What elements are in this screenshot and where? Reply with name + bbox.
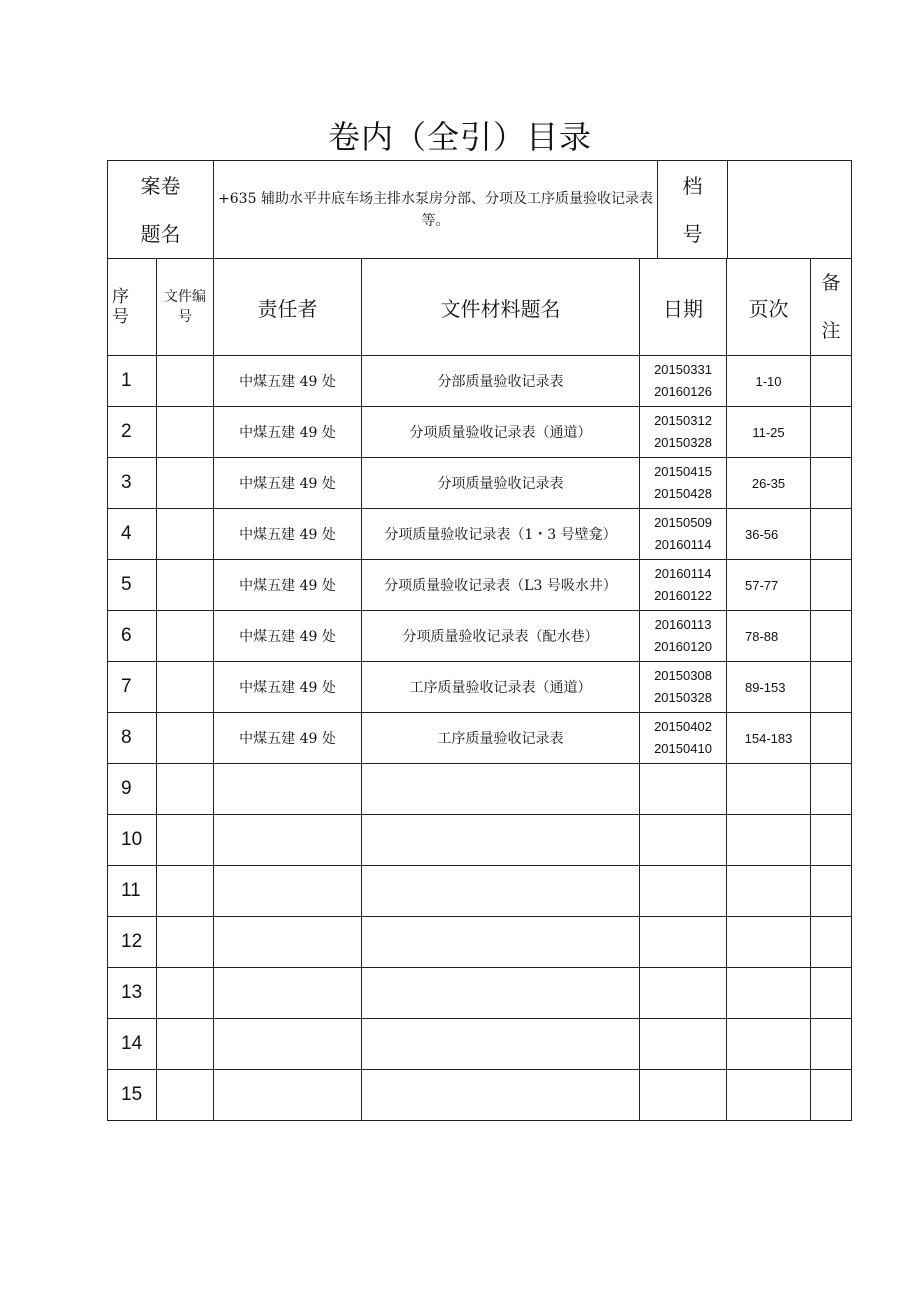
row-doc-no	[157, 1070, 214, 1121]
row-doc-no	[157, 509, 214, 560]
table-row	[108, 611, 852, 662]
row-responsible: 中煤五建 49 处	[214, 356, 362, 407]
row-date-end: 20150410	[654, 741, 712, 756]
row-date	[640, 509, 727, 560]
row-date	[640, 458, 727, 509]
row-title	[362, 1070, 640, 1121]
row-date-end: 20160122	[654, 588, 712, 603]
row-doc-no	[157, 968, 214, 1019]
row-date-end: 20150328	[654, 435, 712, 450]
col-header-doc-no-line1: 文件编	[164, 289, 206, 305]
row-seq: 1	[108, 356, 157, 407]
row-remarks	[811, 764, 852, 815]
row-title: 分项质量验收记录表（L3 号吸水井）	[362, 560, 640, 611]
row-seq: 5	[108, 560, 157, 611]
row-pages	[727, 764, 811, 815]
row-date	[640, 1070, 727, 1121]
row-seq: 11	[108, 866, 157, 917]
row-seq: 14	[108, 1019, 157, 1070]
row-title: 分项质量验收记录表（配水巷）	[362, 611, 640, 662]
row-responsible: 中煤五建 49 处	[214, 458, 362, 509]
archive-label-line2: 号	[682, 221, 703, 246]
col-header-pages: 页次	[727, 259, 811, 356]
row-doc-no	[157, 356, 214, 407]
row-title	[362, 917, 640, 968]
table-row	[108, 815, 852, 866]
row-date	[640, 1019, 727, 1070]
row-remarks	[811, 866, 852, 917]
row-doc-no	[157, 713, 214, 764]
row-responsible: 中煤五建 49 处	[214, 713, 362, 764]
row-remarks	[811, 713, 852, 764]
col-header-remarks	[811, 259, 852, 356]
row-pages	[727, 1070, 811, 1121]
table-row	[108, 866, 852, 917]
row-title	[362, 764, 640, 815]
col-header-remarks-line2: 注	[821, 320, 841, 342]
case-header-table	[107, 160, 852, 259]
row-responsible: 中煤五建 49 处	[214, 407, 362, 458]
table-body	[108, 356, 852, 1121]
table-row	[108, 509, 852, 560]
row-pages	[727, 1019, 811, 1070]
row-title	[362, 866, 640, 917]
row-responsible	[214, 764, 362, 815]
row-remarks	[811, 611, 852, 662]
row-responsible	[214, 1019, 362, 1070]
row-seq: 12	[108, 917, 157, 968]
row-remarks	[811, 356, 852, 407]
row-pages: 89-153	[727, 662, 811, 713]
row-date-end: 20160126	[654, 384, 712, 399]
row-pages	[727, 968, 811, 1019]
row-responsible	[214, 815, 362, 866]
row-doc-no	[157, 815, 214, 866]
row-title	[362, 1019, 640, 1070]
row-date-start: 20150402	[654, 719, 712, 734]
table-row	[108, 968, 852, 1019]
col-header-doc-title: 文件材料题名	[362, 259, 640, 356]
row-date-start: 20150308	[654, 668, 712, 683]
row-date-start: 20160114	[654, 566, 712, 581]
table-row	[108, 662, 852, 713]
row-seq: 9	[108, 764, 157, 815]
row-title: 分项质量验收记录表（1・3 号壁龛）	[362, 509, 640, 560]
col-header-date: 日期	[640, 259, 727, 356]
row-pages	[727, 866, 811, 917]
row-title: 分部质量验收记录表	[362, 356, 640, 407]
row-title: 工序质量验收记录表	[362, 713, 640, 764]
row-title: 分项质量验收记录表（通道）	[362, 407, 640, 458]
row-seq: 3	[108, 458, 157, 509]
row-doc-no	[157, 917, 214, 968]
col-header-remarks-line1: 备	[821, 272, 841, 294]
row-doc-no	[157, 560, 214, 611]
row-responsible: 中煤五建 49 处	[214, 560, 362, 611]
row-pages: 26-35	[727, 458, 811, 509]
table-row	[108, 458, 852, 509]
row-seq: 10	[108, 815, 157, 866]
row-title	[362, 815, 640, 866]
row-date-end: 20160114	[654, 537, 712, 552]
row-pages: 57-77	[727, 560, 811, 611]
row-doc-no	[157, 866, 214, 917]
row-title: 工序质量验收记录表（通道）	[362, 662, 640, 713]
row-date-start: 20150509	[654, 515, 712, 530]
row-responsible: 中煤五建 49 处	[214, 611, 362, 662]
row-seq: 6	[108, 611, 157, 662]
archive-label-line1: 档	[682, 173, 703, 198]
table-row	[108, 764, 852, 815]
row-date	[640, 764, 727, 815]
row-seq: 8	[108, 713, 157, 764]
row-remarks	[811, 917, 852, 968]
row-date	[640, 968, 727, 1019]
row-responsible	[214, 917, 362, 968]
subject-label-line2: 题名	[140, 221, 181, 246]
row-date	[640, 356, 727, 407]
table-row	[108, 713, 852, 764]
row-seq: 2	[108, 407, 157, 458]
row-responsible: 中煤五建 49 处	[214, 509, 362, 560]
row-remarks	[811, 1019, 852, 1070]
row-date-end: 20150328	[654, 690, 712, 705]
row-responsible: 中煤五建 49 处	[214, 662, 362, 713]
row-seq: 7	[108, 662, 157, 713]
row-seq: 15	[108, 1070, 157, 1121]
row-date	[640, 662, 727, 713]
row-date-start: 20150312	[654, 413, 712, 428]
table-row	[108, 560, 852, 611]
row-pages: 78-88	[727, 611, 811, 662]
row-remarks	[811, 1070, 852, 1121]
row-date	[640, 713, 727, 764]
row-remarks	[811, 407, 852, 458]
row-remarks	[811, 815, 852, 866]
col-header-doc-no-line2: 号	[178, 309, 192, 325]
table-row	[108, 356, 852, 407]
row-responsible	[214, 866, 362, 917]
row-date	[640, 917, 727, 968]
row-remarks	[811, 509, 852, 560]
archive-value	[728, 161, 852, 259]
col-header-seq-line2: 号	[112, 307, 129, 327]
row-responsible	[214, 968, 362, 1019]
row-date-end: 20150428	[654, 486, 712, 501]
row-pages	[727, 917, 811, 968]
row-remarks	[811, 560, 852, 611]
row-doc-no	[157, 662, 214, 713]
row-doc-no	[157, 764, 214, 815]
row-remarks	[811, 458, 852, 509]
row-responsible	[214, 1070, 362, 1121]
column-header-row	[108, 259, 852, 356]
row-doc-no	[157, 407, 214, 458]
row-date-end: 20160120	[654, 639, 712, 654]
col-header-seq	[108, 259, 157, 356]
row-doc-no	[157, 1019, 214, 1070]
row-seq: 4	[108, 509, 157, 560]
col-header-doc-no	[157, 259, 214, 356]
subject-label	[108, 161, 214, 259]
row-date	[640, 866, 727, 917]
row-pages: 154-183	[727, 713, 811, 764]
table-row	[108, 1070, 852, 1121]
row-date	[640, 815, 727, 866]
subject-label-line1: 案卷	[140, 173, 181, 198]
row-pages: 1-10	[727, 356, 811, 407]
page-title: 卷内（全引）目录	[327, 118, 592, 156]
row-doc-no	[157, 458, 214, 509]
row-date	[640, 611, 727, 662]
col-header-responsible: 责任者	[214, 259, 362, 356]
row-date-start: 20160113	[654, 617, 712, 632]
row-remarks	[811, 662, 852, 713]
row-title	[362, 968, 640, 1019]
subject-text: +635 辅助水平井底车场主排水泵房分部、分项及工序质量验收记录表等。	[214, 161, 658, 259]
row-doc-no	[157, 611, 214, 662]
table-row	[108, 407, 852, 458]
table-row	[108, 917, 852, 968]
row-seq: 13	[108, 968, 157, 1019]
row-date-start: 20150331	[654, 362, 712, 377]
row-date	[640, 560, 727, 611]
row-pages	[727, 815, 811, 866]
archive-label	[658, 161, 728, 259]
col-header-seq-line1: 序	[112, 287, 129, 307]
table-row	[108, 1019, 852, 1070]
row-remarks	[811, 968, 852, 1019]
row-pages: 36-56	[727, 509, 811, 560]
row-title: 分项质量验收记录表	[362, 458, 640, 509]
document-list-table	[107, 258, 852, 1121]
row-date	[640, 407, 727, 458]
row-pages: 11-25	[727, 407, 811, 458]
row-date-start: 20150415	[654, 464, 712, 479]
